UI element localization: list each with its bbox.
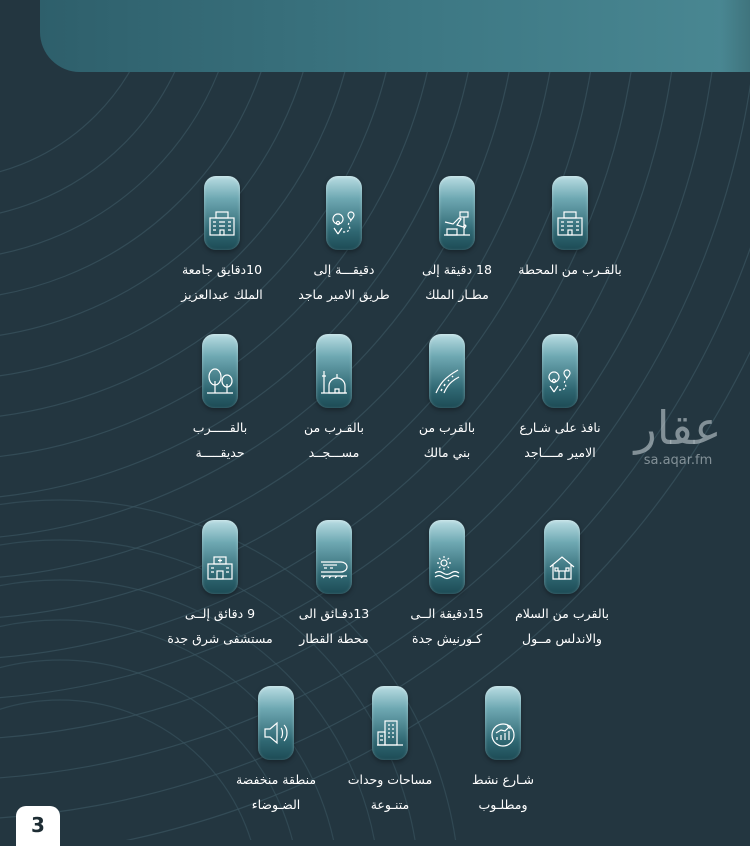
feature-icon-pill xyxy=(204,176,240,250)
feature-caption: 15دقيقة الــى كـورنيش جدة xyxy=(410,606,484,646)
feature-caption: شـارع نشط ومطلـوب xyxy=(472,772,534,812)
feature-caption: 18 دقيقة إلى مطـار الملك xyxy=(422,262,492,302)
feature-icon-pill xyxy=(258,686,294,760)
sun-waves-icon xyxy=(432,552,462,582)
feature-icon-pill xyxy=(202,334,238,408)
house-icon xyxy=(547,552,577,582)
feature-caption: نافذ على شـارع الامير مــــاجد xyxy=(519,420,601,460)
feature-icon-pill xyxy=(316,520,352,594)
watermark-url: sa.aqar.fm xyxy=(643,453,713,468)
feature-icon-pill xyxy=(544,520,580,594)
building-icon xyxy=(207,208,237,238)
tower-icon xyxy=(375,718,405,748)
watermark-logo: عقار xyxy=(634,401,722,455)
feature-caption: مساحات وحدات متنـوعة xyxy=(347,772,433,812)
feature-icon-pill xyxy=(552,176,588,250)
feature-caption: بالقرب من السلام والاندلس مــول xyxy=(515,606,609,646)
feature-caption: 13دقـائق الى محطة القطار xyxy=(298,606,370,646)
building-icon xyxy=(555,208,585,238)
feature-caption: 9 دقائق إلــى مستشفى شرق جدة xyxy=(167,606,273,646)
feature-caption: منطقة منخفضة الضـوضاء xyxy=(235,772,317,812)
feature-icon-pill xyxy=(542,334,578,408)
airport-icon xyxy=(442,208,472,238)
speaker-icon xyxy=(261,718,291,748)
road-icon xyxy=(432,366,462,396)
feature-caption: دقيقـــة إلى طريق الامير ماجد xyxy=(298,262,390,302)
feature-majed-road xyxy=(274,176,414,307)
feature-icon-pill xyxy=(316,334,352,408)
train-icon xyxy=(319,552,349,582)
header-banner xyxy=(40,0,750,72)
mosque-icon xyxy=(319,366,349,396)
route-pin-icon xyxy=(545,366,575,396)
feature-hospital xyxy=(150,520,290,651)
page-number: 3 xyxy=(16,806,60,846)
feature-caption: بالقـرب من المحطة xyxy=(518,262,622,277)
hospital-icon xyxy=(205,552,235,582)
feature-icon-pill xyxy=(429,520,465,594)
feature-caption: بالقـرب من مســـجــد xyxy=(304,420,364,460)
feature-icon-pill xyxy=(439,176,475,250)
aqar-watermark xyxy=(618,403,738,469)
feature-icon-pill xyxy=(485,686,521,760)
feature-low-noise xyxy=(206,686,346,817)
feature-kau xyxy=(152,176,292,307)
route-pin-icon xyxy=(329,208,359,238)
feature-caption: 10دقايق جامعة الملك عبدالعزيز xyxy=(181,262,263,302)
feature-caption: بالقرب من بني مالك xyxy=(418,420,476,460)
trees-icon xyxy=(205,366,235,396)
growth-chart-icon xyxy=(488,718,518,748)
feature-icon-pill xyxy=(372,686,408,760)
feature-icon-pill xyxy=(326,176,362,250)
feature-caption: بالقـــــرب حديقـــــة xyxy=(192,420,248,460)
feature-icon-pill xyxy=(202,520,238,594)
feature-park xyxy=(150,334,290,465)
feature-icon-pill xyxy=(429,334,465,408)
